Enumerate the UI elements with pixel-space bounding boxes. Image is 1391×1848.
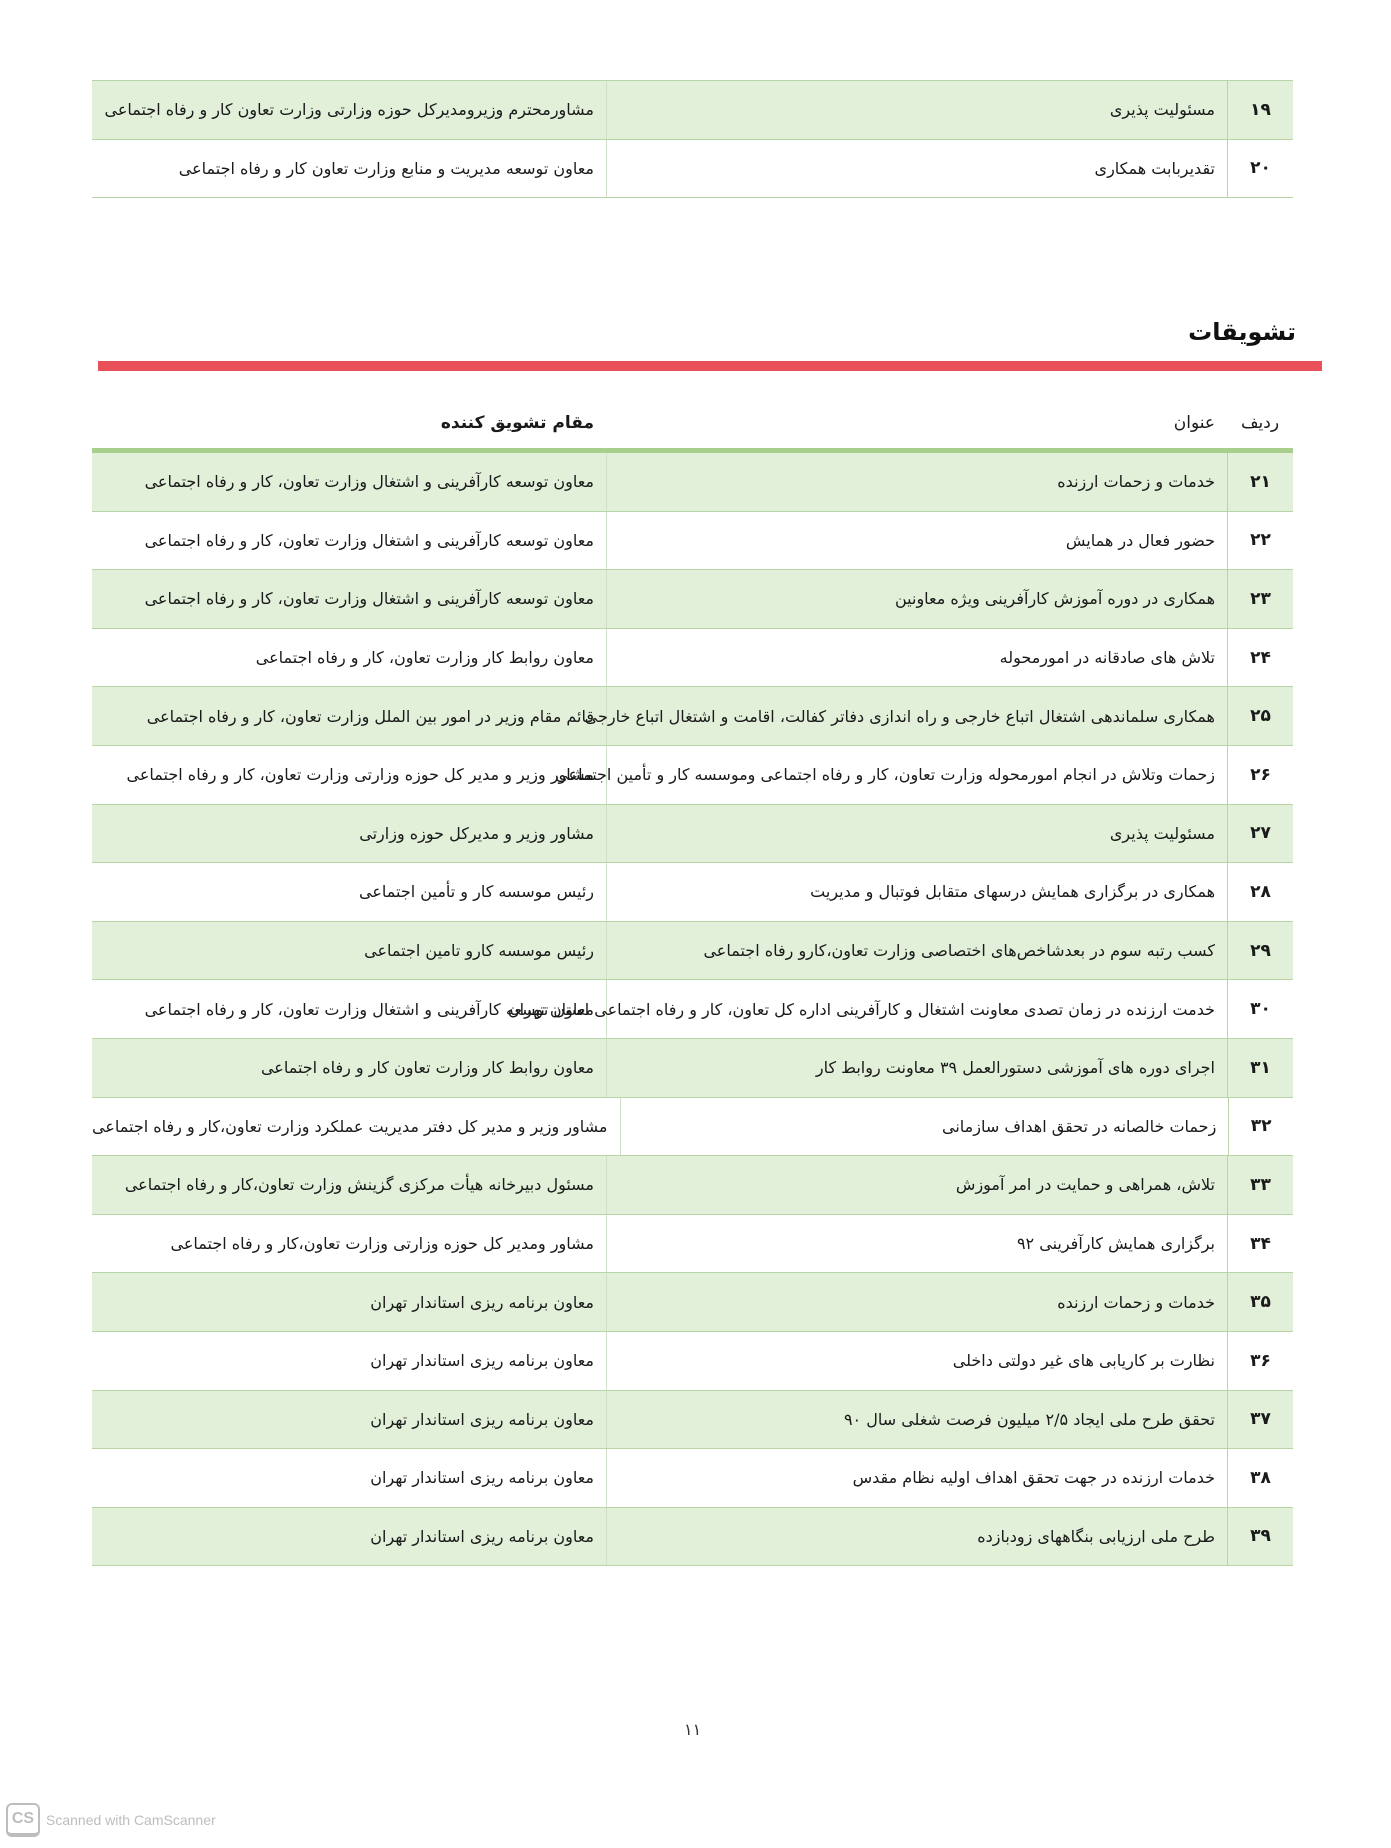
row-title: همکاری در دوره آموزش کارآفرینی ویژه معاونین: [606, 570, 1227, 628]
table-row: [92, 140, 1293, 199]
row-authority: معاون توسعه کارآفرینی و اشتغال وزارت تعاون، کار و رفاه اجتماعی: [144, 589, 594, 609]
table-row: [92, 980, 1293, 1039]
header-row-number: ردیف: [1240, 413, 1280, 433]
row-number: ۲۷: [1227, 805, 1293, 863]
page-number: ۱۱: [684, 1720, 702, 1739]
row-number: ۳۳: [1227, 1156, 1293, 1214]
row-title: خدمت ارزنده در زمان تصدی معاونت اشتغال و کارآفرینی اداره کل تعاون، کار و رفاه اجتماعی استان تهران: [606, 980, 1227, 1038]
row-number: ۳۱: [1227, 1039, 1293, 1097]
row-number: ۲۳: [1227, 570, 1293, 628]
awards-table: [92, 453, 1293, 1566]
row-title: تلاش های صادقانه در امورمحوله: [606, 629, 1227, 687]
row-authority: مشاور وزیر و مدیر کل حوزه وزارتی وزارت تعاون، کار و رفاه اجتماعی: [126, 765, 594, 785]
table-row: [92, 1391, 1293, 1450]
row-title: نظارت بر کاریابی های غیر دولتی داخلی: [606, 1332, 1227, 1390]
table-row: [92, 1156, 1293, 1215]
row-title: برگزاری همایش کارآفرینی ۹۲: [606, 1215, 1227, 1273]
camscanner-logo-icon: CS: [6, 1803, 40, 1837]
row-authority: مسئول دبیرخانه هیأت مرکزی گزینش وزارت تعاون،کار و رفاه اجتماعی: [124, 1175, 594, 1195]
row-authority: معاون روابط کار وزارت تعاون کار و رفاه اجتماعی: [260, 1058, 594, 1078]
row-authority: رئیس موسسه کارو تامین اجتماعی: [364, 941, 594, 961]
section-divider: [98, 361, 1322, 371]
row-number: ۲۵: [1227, 687, 1293, 745]
row-authority: معاون برنامه ریزی استاندار تهران: [370, 1409, 594, 1429]
row-number: ۳۰: [1227, 980, 1293, 1038]
row-authority: معاون توسعه کارآفرینی و اشتغال وزارت تعاون، کار و رفاه اجتماعی: [144, 472, 594, 492]
table-row: [92, 81, 1293, 140]
row-number: ۲۸: [1227, 863, 1293, 921]
table-row: [92, 629, 1293, 688]
row-number: ۲۱: [1227, 453, 1293, 511]
row-authority: مشاورمحترم وزیرومدیرکل حوزه وزارتی وزارت تعاون کار و رفاه اجتماعی: [104, 100, 594, 120]
row-title: مسئولیت پذیری: [606, 81, 1227, 139]
row-number: ۳۸: [1227, 1449, 1293, 1507]
row-authority: معاون توسعه مدیریت و منابع وزارت تعاون کار و رفاه اجتماعی: [178, 158, 594, 178]
row-title: طرح ملی ارزیابی بنگاههای زودبازده: [606, 1508, 1227, 1566]
table-row: [92, 1098, 1293, 1157]
row-number: ۲۰: [1227, 140, 1293, 198]
table-row: [92, 687, 1293, 746]
row-authority: معاون برنامه ریزی استاندار تهران: [370, 1526, 594, 1546]
row-number: ۳۷: [1227, 1391, 1293, 1449]
section-title: تشویقات: [1188, 318, 1296, 346]
table-row: [92, 453, 1293, 512]
table-row: [92, 1508, 1293, 1567]
row-title: حضور فعال در همایش: [606, 512, 1227, 570]
row-authority: معاون توسعه کارآفرینی و اشتغال وزارت تعاون، کار و رفاه اجتماعی: [144, 530, 594, 550]
table-row: [92, 512, 1293, 571]
row-authority: قائم مقام وزیر در امور بین الملل وزارت تعاون، کار و رفاه اجتماعی: [146, 706, 594, 726]
row-number: ۲۶: [1227, 746, 1293, 804]
table-row: [92, 805, 1293, 864]
row-title: همکاری در برگزاری همایش درسهای متقابل فوتبال و مدیریت: [606, 863, 1227, 921]
row-number: ۲۴: [1227, 629, 1293, 687]
row-number: ۳۲: [1228, 1098, 1293, 1156]
row-number: ۳۵: [1227, 1273, 1293, 1331]
table-row: [92, 863, 1293, 922]
table-row: [92, 1215, 1293, 1274]
row-number: ۳۹: [1227, 1508, 1293, 1566]
header-title: عنوان: [1173, 413, 1215, 433]
row-authority: معاون روابط کار وزارت تعاون، کار و رفاه اجتماعی: [255, 648, 594, 668]
row-title: خدمات و زحمات ارزنده: [606, 453, 1227, 511]
camscanner-watermark: [6, 1803, 216, 1837]
row-title: خدمات ارزنده در جهت تحقق اهداف اولیه نظام مقدس: [606, 1449, 1227, 1507]
top-table: [92, 80, 1293, 198]
row-title: خدمات و زحمات ارزنده: [606, 1273, 1227, 1331]
row-number: ۲۹: [1227, 922, 1293, 980]
table-row: [92, 570, 1293, 629]
table-row: [92, 1273, 1293, 1332]
row-number: ۲۲: [1227, 512, 1293, 570]
table-row: [92, 1332, 1293, 1391]
row-title: تلاش، همراهی و حمایت در امر آموزش: [606, 1156, 1227, 1214]
row-authority: معاون توسعه کارآفرینی و اشتغال وزارت تعاون، کار و رفاه اجتماعی: [144, 999, 594, 1019]
row-number: ۱۹: [1227, 81, 1293, 139]
row-number: ۳۶: [1227, 1332, 1293, 1390]
watermark-text: Scanned with CamScanner: [46, 1812, 216, 1828]
table-row: [92, 1039, 1293, 1098]
row-title: اجرای دوره های آموزشی دستورالعمل ۳۹ معاونت روابط کار: [606, 1039, 1227, 1097]
table-row: [92, 1449, 1293, 1508]
row-title: زحمات خالصانه در تحقق اهداف سازمانی: [620, 1098, 1229, 1156]
row-authority: معاون برنامه ریزی استاندار تهران: [370, 1468, 594, 1488]
row-authority: مشاور ومدیر کل حوزه وزارتی وزارت تعاون،کار و رفاه اجتماعی: [170, 1234, 594, 1254]
row-authority: مشاور وزیر و مدیر کل دفتر مدیریت عملکرد وزارت تعاون،کار و رفاه اجتماعی: [92, 1116, 608, 1136]
row-authority: معاون برنامه ریزی استاندار تهران: [370, 1292, 594, 1312]
row-authority: مشاور وزیر و مدیرکل حوزه وزارتی: [359, 823, 594, 843]
row-title: کسب رتبه سوم در بعدشاخص‌های اختصاصی وزارت تعاون،کارو رفاه اجتماعی: [606, 922, 1227, 980]
row-title: همکاری سلماندهی اشتغال اتباع خارجی و راه اندازی دفاتر کفالت، اقامت و اشتغال اتباع خارجی: [606, 687, 1227, 745]
row-authority: رئیس موسسه کار و تأمین اجتماعی: [359, 882, 594, 902]
row-title: تحقق طرح ملی ایجاد ۲/۵ میلیون فرصت شغلی سال ۹۰: [606, 1391, 1227, 1449]
row-number: ۳۴: [1227, 1215, 1293, 1273]
row-title: مسئولیت پذیری: [606, 805, 1227, 863]
row-title: زحمات وتلاش در انجام امورمحوله وزارت تعاون، کار و رفاه اجتماعی وموسسه کار و تأمین اجتماعی: [606, 746, 1227, 804]
row-title: تقدیربابت همکاری: [606, 140, 1227, 198]
header-authority: مقام تشویق کننده: [440, 413, 594, 433]
table-header: [92, 398, 1293, 453]
table-row: [92, 922, 1293, 981]
table-row: [92, 746, 1293, 805]
row-authority: معاون برنامه ریزی استاندار تهران: [370, 1351, 594, 1371]
